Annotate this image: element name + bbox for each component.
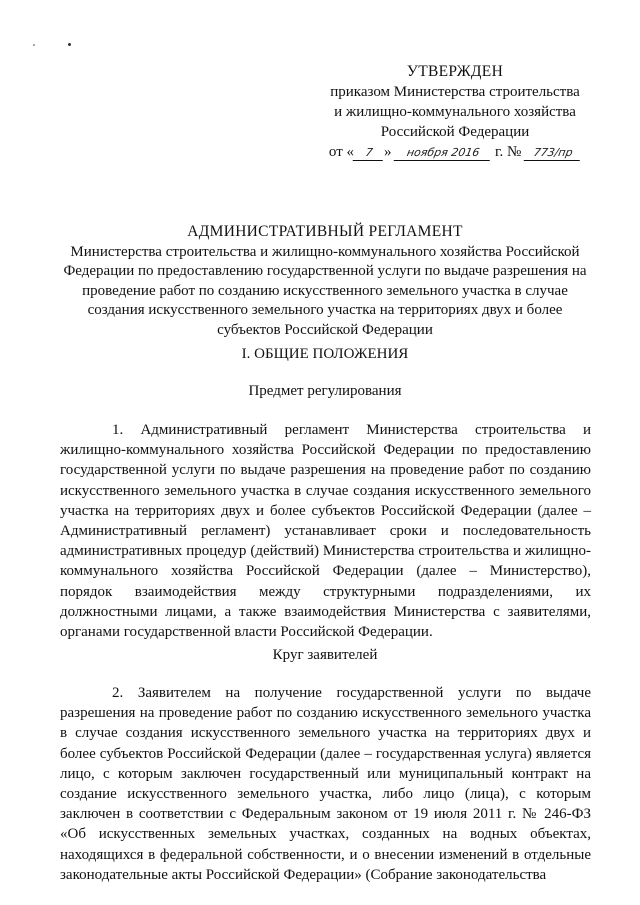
paragraph-1: 1. Административный регламент Министерства строительства и жилищно-коммунального хозяйства Российской Федерации по предоставлению государственной услуги по выдаче разрешения на проведение работ по созданию искусственного земельного участка в случае создания искусственного земельного участка на территориях двух и более субъектов Российской Федерации (далее – Административный регламент) устанавливает сроки и последовательность административных процедур (действий) Министерства строительства и жилищно-коммунального хозяйства Российской Федерации (далее – Министерство), порядок взаимодействия между структурными подразделениями, их должностными лицами, а также взаимодействия Министерства с заявителями, органами государственной власти Российской Федерации. [60,422,591,641]
date-prefix: от « [328,144,355,160]
approval-heading: УТВЕРЖДЕН [406,63,504,80]
handwritten-month-year: ноября 2016 [394,146,493,161]
regulation-subtitle: Министерства строительства и жилищно-коммунального хозяйства Российской Федерации по предоставлению государственной услуги по выдаче разрешения на проведение работ по созданию искусственного земельного участка в случае создания искусственного земельного участка на территориях двух и более субъектов Российской Федерации [63,243,587,338]
approval-line: и жилищно-коммунального хозяйства [334,104,576,120]
approval-date-line [329,142,581,162]
paragraph-2: 2. Заявителем на получение государственной услуги по выдаче разрешения на проведение работ по созданию искусственного земельного участка в случае создания искусственного земельного участка на территориях двух и более субъектов Российской Федерации (далее – государственная услуга) является лицо, с которым заключен государственный или муниципальный контракт на создание искусственного земельного участка, либо лицо (лица), с которым заключен в соответствии с Федеральным законом от 19 июля 2011 г. № 246-ФЗ «Об искусственных земельных участках, созданных на водных объектах, находящихся в федеральной собственности, и о внесении изменений в отдельные законодательные акты Российской Федерации» (Собрание законодательства [60,685,591,883]
subheading-applicants: Круг заявителей [272,647,378,663]
handwritten-day: 7 [353,146,386,161]
regulation-title-block [60,222,590,340]
regulation-title: АДМИНИСТРАТИВНЫЙ РЕГЛАМЕНТ [187,223,463,240]
approval-line: Российской Федерации [380,124,530,140]
date-suffix: г. № [495,144,522,160]
section-heading: I. ОБЩИЕ ПОЛОЖЕНИЯ [241,346,409,362]
approval-line: приказом Министерства строительства [330,84,580,100]
scan-speck [68,43,71,46]
date-mid: » [384,144,392,160]
scan-speck [33,44,35,46]
handwritten-order-number: 773/пр [524,146,583,161]
approval-stamp [300,62,610,162]
subheading-subject: Предмет регулирования [248,383,402,399]
